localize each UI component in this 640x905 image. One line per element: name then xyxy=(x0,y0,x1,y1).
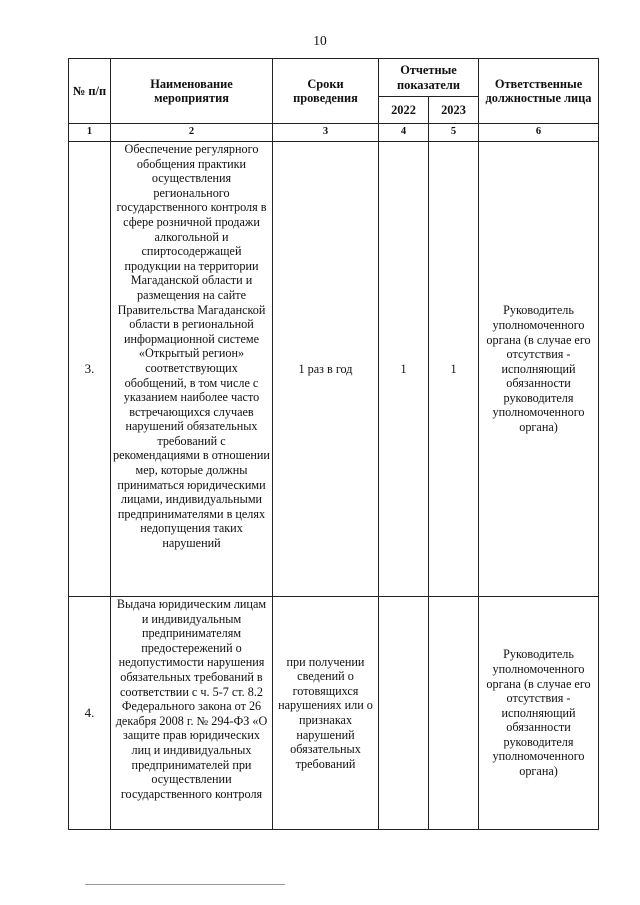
table-row xyxy=(69,597,599,830)
indicator-2022: 1 xyxy=(379,142,429,597)
indicator-2023: 1 xyxy=(429,142,479,597)
responsible-officials: Руководитель уполномоченного органа (в случае его отсутствия - исполняющий обязанности руководителя уполномоченного органа) xyxy=(479,142,599,597)
column-number: 6 xyxy=(479,124,599,142)
event-name: Выдача юридическим лицам и индивидуальным предпринимателям предостережений о недопустимости нарушения обязательных требований в соответствии с ч. 5-7 ст. 8.2 Федерального закона от 26 декабря 2008 г. № 294-ФЗ «О защите прав юридических лиц и индивидуальных предпринимателей при осуществлении государственного контроля xyxy=(111,597,273,830)
responsible-officials: Руководитель уполномоченного органа (в случае его отсутствия - исполняющий обязанности руководителя уполномоченного органа) xyxy=(479,597,599,830)
event-name: Обеспечение регулярного обобщения практики осуществления регионального государственного контроля в сфере розничной продажи алкогольной и спиртосодержащей продукции на территории Магаданской области и размещения на сайте Правительства Магаданской области в региональной информационной системе «Открытый регион» соответствующих обобщений, в том числе с указанием наиболее часто встречающихся случаев нарушений обязательных требований с рекомендациями в отношении мер, которые должны приниматься юридическими лицами, индивидуальными предпринимателями в целях недопущения таких нарушений xyxy=(111,142,273,597)
footer-divider xyxy=(85,884,285,885)
indicator-2023 xyxy=(429,597,479,830)
indicator-2022 xyxy=(379,597,429,830)
column-number: 4 xyxy=(379,124,429,142)
table-row xyxy=(69,142,599,597)
header-no: № п/п xyxy=(69,59,111,124)
event-period: при получении сведений о готовящихся нарушениях или о признаках нарушений обязательных требований xyxy=(273,597,379,830)
header-period: Сроки проведения xyxy=(273,59,379,124)
header-name: Наименование мероприятия xyxy=(111,59,273,124)
column-number: 1 xyxy=(69,124,111,142)
events-plan-table xyxy=(68,58,599,830)
row-number: 4. xyxy=(69,597,111,830)
header-year-2022: 2022 xyxy=(379,97,429,124)
table-header-row xyxy=(69,59,599,97)
column-number-row xyxy=(69,124,599,142)
header-responsible: Ответственные должностные лица xyxy=(479,59,599,124)
column-number: 3 xyxy=(273,124,379,142)
header-indicators: Отчетные показатели xyxy=(379,59,479,97)
column-number: 2 xyxy=(111,124,273,142)
event-period: 1 раз в год xyxy=(273,142,379,597)
page-number: 10 xyxy=(313,33,327,48)
row-number: 3. xyxy=(69,142,111,597)
header-year-2023: 2023 xyxy=(429,97,479,124)
column-number: 5 xyxy=(429,124,479,142)
